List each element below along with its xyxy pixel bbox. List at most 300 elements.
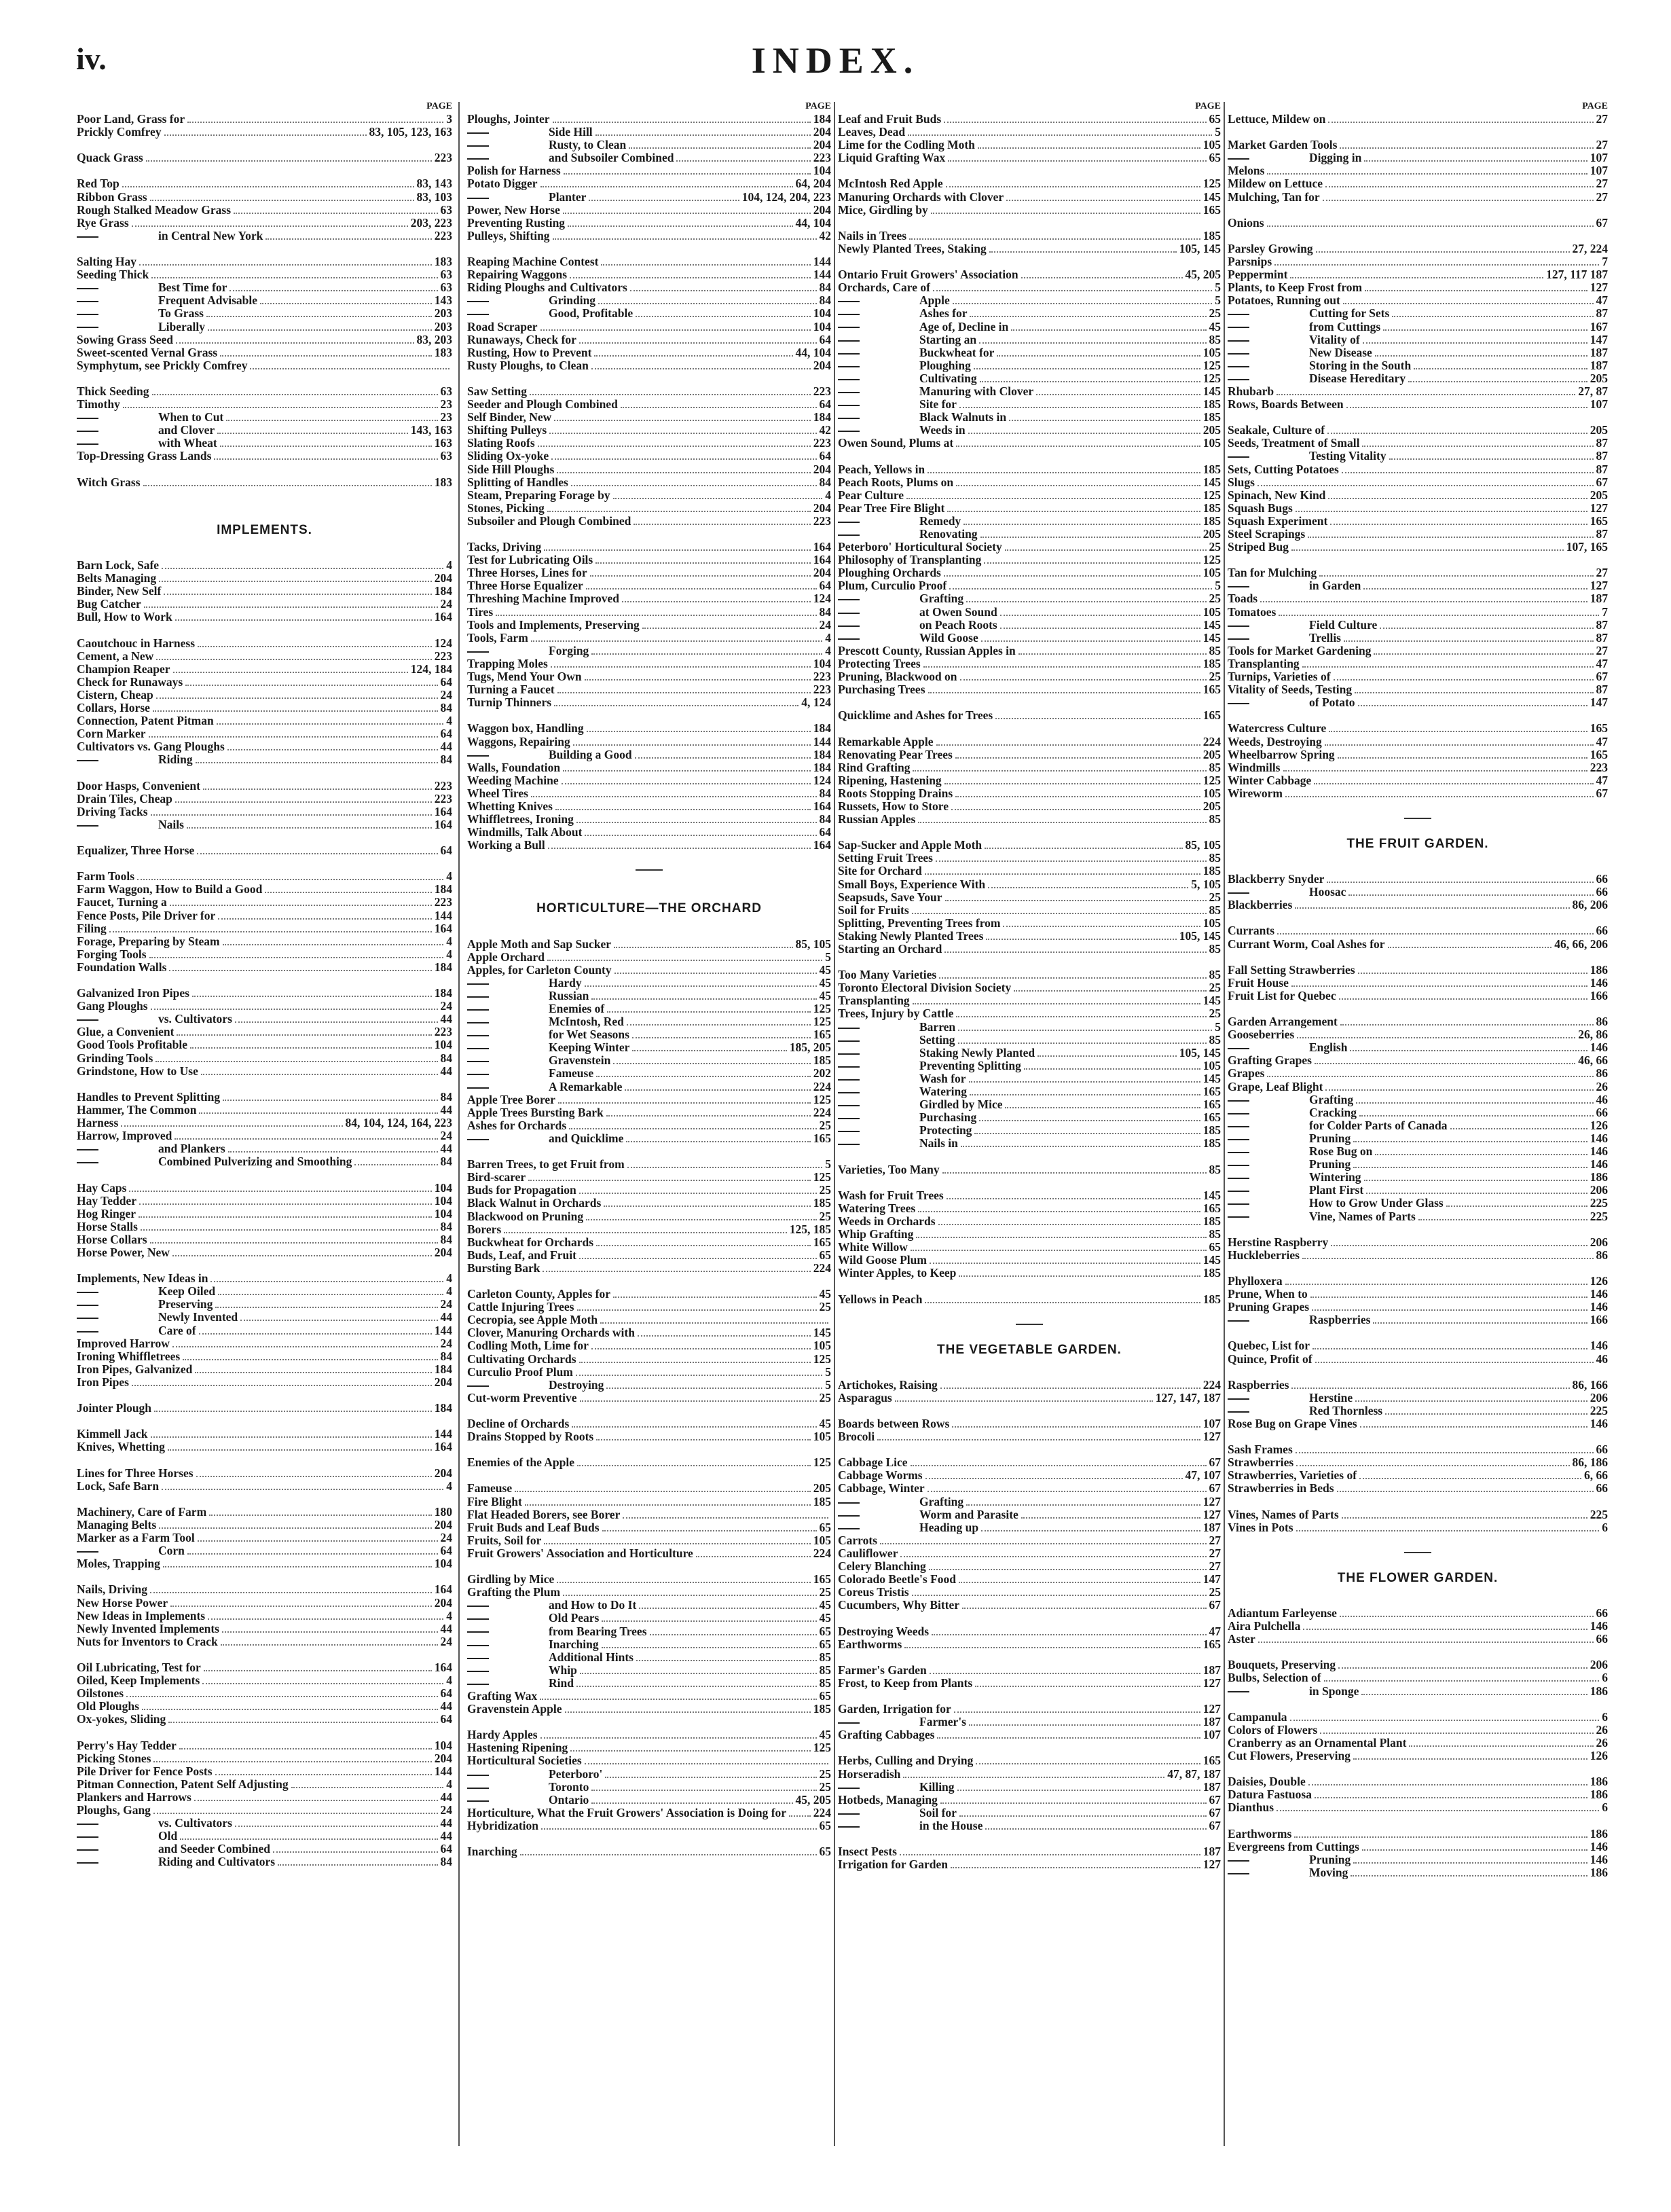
entry-term: Too Many Varieties <box>838 968 937 982</box>
index-entry <box>467 1366 831 1379</box>
entry-term: Walls, Foundation <box>467 761 561 774</box>
index-subentry <box>838 1072 1221 1085</box>
entry-pages: 5 <box>825 1378 831 1392</box>
index-entry <box>467 554 831 566</box>
dot-leader <box>1344 640 1594 642</box>
entry-pages: 185 <box>1202 1214 1221 1228</box>
entry-pages: 165 <box>1590 514 1608 528</box>
entry-term: Red Top <box>77 177 120 191</box>
entry-pages: 147 <box>1202 1573 1221 1587</box>
entry-pages: 165 <box>1202 1201 1221 1215</box>
entry-pages: 67 <box>1596 670 1608 684</box>
entry-term: Improved Harrow <box>77 1337 170 1350</box>
ditto-dash <box>77 760 98 761</box>
entry-term: Evergreens from Cuttings <box>1228 1840 1359 1853</box>
entry-term-text: Keeping Winter <box>549 1041 630 1055</box>
index-entry <box>77 1687 452 1700</box>
index-column-3 <box>838 102 1221 2146</box>
entry-term: Apple Moth and Sap Sucker <box>467 937 611 951</box>
entry-pages: 183 <box>434 346 452 359</box>
index-entry <box>838 566 1221 579</box>
index-entry <box>467 1703 831 1716</box>
dot-leader <box>974 1133 1200 1134</box>
dot-leader <box>109 931 432 932</box>
entry-term: Knives, Whetting <box>77 1440 165 1454</box>
dot-leader <box>627 1024 811 1026</box>
entry-term <box>1228 151 1361 164</box>
index-entry <box>77 780 452 793</box>
index-entry <box>77 217 452 230</box>
entry-term: Trees, Injury by Cattle <box>838 1007 954 1021</box>
dot-leader <box>1353 1167 1587 1168</box>
index-entry <box>77 1104 452 1117</box>
entry-term-text: Toronto <box>549 1780 589 1794</box>
dot-leader <box>1009 420 1200 421</box>
index-entry <box>77 1440 452 1453</box>
index-subentry <box>467 748 831 761</box>
entry-term: Transplanting <box>838 994 910 1008</box>
dot-leader <box>623 1517 828 1519</box>
entry-pages: 183 <box>434 475 452 489</box>
dot-leader <box>273 1851 438 1853</box>
entry-term: Potato Digger <box>467 177 538 191</box>
entry-term: Three Horse Equalizer <box>467 579 583 593</box>
index-entry <box>467 1690 831 1703</box>
entry-pages: 84 <box>819 786 831 800</box>
index-entry <box>838 1728 1221 1741</box>
entry-pages: 4 <box>446 714 452 728</box>
index-entry <box>77 689 452 702</box>
entry-pages: 127 <box>1590 281 1608 295</box>
entry-pages: 85 <box>1209 813 1221 827</box>
entry-term: Windmills <box>1228 761 1281 774</box>
index-subentry <box>467 126 831 139</box>
entry-term: Runaways, Check for <box>467 333 576 346</box>
entry-term-text: Cutting for Sets <box>1309 307 1390 321</box>
ditto-dash <box>1228 586 1249 587</box>
entry-term-text: Keep Oiled <box>158 1285 216 1299</box>
entry-pages: 204 <box>813 126 831 139</box>
entry-pages: 85, 105 <box>1185 839 1221 852</box>
index-entry <box>77 1700 452 1713</box>
dot-leader <box>956 446 1200 447</box>
entry-pages: 104 <box>434 1557 452 1571</box>
entry-pages: 205 <box>1590 424 1608 437</box>
entry-pages: 167 <box>1590 320 1608 333</box>
dot-leader <box>1324 1680 1600 1682</box>
dot-leader <box>632 1037 811 1038</box>
dot-leader <box>1446 1205 1587 1207</box>
index-subentry <box>467 191 831 204</box>
entry-pages: 5 <box>1215 1020 1221 1034</box>
dot-leader <box>969 1081 1200 1083</box>
entry-term: Celery Blanching <box>838 1560 926 1574</box>
dot-leader <box>1308 537 1593 538</box>
dot-leader <box>586 1219 816 1220</box>
entry-term <box>1228 1041 1347 1054</box>
entry-term: Grape, Leaf Blight <box>1228 1080 1323 1093</box>
index-entry <box>77 559 452 572</box>
entry-term-text: Rose Bug on <box>1309 1145 1373 1159</box>
spacer <box>77 372 452 385</box>
ditto-dash <box>838 1040 860 1042</box>
dot-leader <box>1294 1836 1587 1838</box>
entry-pages: 125 <box>813 1002 831 1015</box>
dot-leader <box>911 1250 1207 1251</box>
entry-term: Currant Worm, Coal Ashes for <box>1228 937 1385 951</box>
index-subentry <box>838 592 1221 605</box>
dot-leader <box>576 1375 822 1376</box>
entry-term-text: Vine, Names of Parts <box>1309 1210 1416 1223</box>
dot-leader <box>558 1102 811 1104</box>
dot-leader <box>577 1309 817 1311</box>
dot-leader <box>591 1348 811 1349</box>
entry-pages: 127 <box>1202 1495 1221 1508</box>
dot-leader <box>553 122 811 123</box>
entry-term: Lines for Three Horses <box>77 1466 194 1480</box>
spacer <box>467 242 831 255</box>
index-entry <box>1228 1801 1608 1814</box>
index-entry <box>838 541 1221 554</box>
index-entry <box>77 268 452 281</box>
entry-pages: 25 <box>819 1301 831 1314</box>
dot-leader <box>554 705 798 706</box>
index-entry <box>77 113 452 126</box>
entry-term-text: Planter <box>549 190 587 204</box>
entry-term <box>838 385 1033 398</box>
entry-term: Stones, Picking <box>467 501 545 515</box>
index-entry <box>467 1236 831 1249</box>
dot-leader <box>571 485 817 486</box>
dot-leader <box>218 918 432 920</box>
entry-term: Cranberry as an Ornamental Plant <box>1228 1736 1407 1749</box>
dot-leader <box>557 692 811 693</box>
entry-pages: 185 <box>1202 1292 1221 1306</box>
dot-leader <box>962 1608 1206 1609</box>
entry-pages: 186 <box>1590 1827 1608 1841</box>
index-entry <box>467 938 831 951</box>
entry-pages: 225 <box>1590 1210 1608 1223</box>
entry-term-text: Rind <box>549 1676 574 1690</box>
index-entry <box>838 502 1221 515</box>
entry-term-text: When to Cut <box>158 411 224 424</box>
dot-leader <box>572 1426 816 1428</box>
index-entry <box>1228 899 1608 911</box>
entry-term <box>77 1544 185 1557</box>
entry-pages: 46 <box>1596 1093 1608 1106</box>
dot-leader <box>214 458 437 460</box>
index-subentry <box>1228 1132 1608 1145</box>
entry-pages: 26, 86 <box>1578 1028 1608 1042</box>
dot-leader <box>1021 277 1183 278</box>
dot-leader <box>1328 498 1587 499</box>
entry-term <box>838 1111 976 1124</box>
ditto-dash <box>467 1658 489 1659</box>
spacer <box>77 1168 452 1181</box>
entry-pages: 6, 66 <box>1584 1469 1608 1483</box>
entry-pages: 83, 203 <box>416 333 452 346</box>
dot-leader <box>223 944 444 945</box>
dot-leader <box>1355 692 1593 693</box>
dot-leader <box>203 788 432 790</box>
entry-term: Insect Pests <box>838 1845 897 1859</box>
dot-leader <box>1360 1426 1587 1428</box>
entry-pages: 165 <box>813 1028 831 1042</box>
entry-term: Lime for the Codling Moth <box>838 139 975 152</box>
dot-leader <box>1392 316 1593 317</box>
entry-term <box>467 1638 599 1651</box>
entry-pages: 105, 145 <box>1179 929 1221 943</box>
dot-leader <box>132 1385 432 1386</box>
index-entry <box>77 1519 452 1531</box>
entry-term: Ploughs, Gang <box>77 1804 151 1817</box>
dot-leader <box>168 1722 437 1723</box>
ditto-dash <box>838 340 860 342</box>
entry-pages: 45 <box>819 963 831 977</box>
entry-term: Bull, How to Work <box>77 611 172 624</box>
entry-term <box>467 1768 602 1781</box>
entry-term <box>77 307 204 320</box>
entry-pages: 84 <box>440 1051 452 1065</box>
dot-leader <box>912 1595 1207 1596</box>
entry-pages: 185 <box>1202 398 1221 412</box>
entry-pages: 166 <box>1590 989 1608 1002</box>
entry-term: Marker as a Farm Tool <box>77 1531 195 1545</box>
entry-term-text: Pruning <box>1309 1158 1351 1172</box>
index-entry <box>77 1000 452 1013</box>
ditto-dash <box>1228 1165 1249 1166</box>
entry-term: Kimmell Jack <box>77 1428 148 1441</box>
index-entry <box>467 787 831 800</box>
spacer <box>1228 1594 1608 1607</box>
entry-pages: 64 <box>819 333 831 346</box>
dot-leader <box>1290 277 1543 278</box>
index-subentry <box>467 1132 831 1145</box>
entry-term: Grinding Tools <box>77 1051 153 1065</box>
entry-pages: 144 <box>813 255 831 269</box>
index-entry <box>467 1288 831 1301</box>
ditto-dash <box>77 431 98 432</box>
index-entry <box>1228 398 1608 411</box>
dot-leader <box>1363 588 1587 590</box>
entry-term: Blackberries <box>1228 899 1293 912</box>
index-entry <box>77 1597 452 1610</box>
dot-leader <box>981 1530 1200 1531</box>
dot-leader <box>1000 628 1200 629</box>
dot-leader <box>164 594 431 595</box>
entry-term-text: Destroying <box>549 1378 604 1392</box>
entry-term: Oiled, Keep Implements <box>77 1674 200 1688</box>
entry-pages: 85 <box>1209 1228 1221 1241</box>
index-entry <box>467 1392 831 1404</box>
entry-term: Leaf and Fruit Buds <box>838 113 942 126</box>
index-subentry <box>838 1124 1221 1137</box>
entry-term: Fire Blight <box>467 1495 522 1508</box>
dot-leader <box>629 147 811 149</box>
ditto-dash <box>838 1502 860 1504</box>
entry-pages: 4, 124 <box>801 696 831 710</box>
spacer <box>467 1443 831 1456</box>
index-subentry <box>1228 579 1608 592</box>
index-entry <box>467 1197 831 1210</box>
dot-leader <box>169 970 431 971</box>
dot-leader <box>563 770 811 772</box>
entry-term-text: Building a Good <box>549 748 632 761</box>
entry-term: Raspberries <box>1228 1378 1289 1392</box>
entry-pages: 104 <box>813 657 831 670</box>
entry-term: Oil Lubricating, Test for <box>77 1661 201 1674</box>
dot-leader <box>1362 1849 1587 1851</box>
dot-leader <box>220 446 432 447</box>
entry-term-text: Liberally <box>158 320 206 333</box>
entry-pages: 84 <box>819 294 831 308</box>
entry-pages: 26 <box>1596 1723 1608 1737</box>
entry-term-text: Cracking <box>1309 1106 1357 1119</box>
index-subentry <box>467 1638 831 1651</box>
entry-term: Vines, Names of Parts <box>1228 1508 1339 1521</box>
entry-term: Toads <box>1228 592 1258 606</box>
entry-term-text: Buckwheat for <box>919 346 995 359</box>
entry-pages: 44, 104 <box>795 216 831 230</box>
index-entry <box>838 994 1221 1007</box>
spacer <box>77 974 452 987</box>
entry-term: Herbs, Culling and Drying <box>838 1754 974 1768</box>
entry-pages: 104 <box>434 1181 452 1195</box>
dot-leader <box>956 485 1200 486</box>
index-entry <box>838 709 1221 722</box>
dot-leader <box>1291 549 1564 551</box>
entry-term: Russets, How to Store <box>838 799 949 813</box>
entry-pages: 223 <box>434 151 452 165</box>
entry-pages: 165 <box>813 1131 831 1145</box>
index-entry <box>1228 463 1608 476</box>
entry-term <box>467 1599 636 1612</box>
entry-pages: 44, 104 <box>795 346 831 359</box>
index-entry <box>467 839 831 852</box>
ditto-dash <box>467 1800 489 1802</box>
dot-leader <box>1359 1115 1594 1117</box>
index-subentry <box>1228 1210 1608 1223</box>
dot-leader <box>1310 1297 1587 1298</box>
entry-term-text: Fameuse <box>549 1067 594 1081</box>
entry-term: Squash Experiment <box>1228 514 1328 528</box>
entry-pages: 5 <box>825 1158 831 1172</box>
index-entry <box>838 1625 1221 1638</box>
dot-leader <box>1296 1452 1594 1453</box>
dot-leader <box>180 1838 437 1840</box>
entry-pages: 104 <box>434 1194 452 1208</box>
entry-term <box>467 1781 589 1794</box>
entry-pages: 67 <box>1596 475 1608 489</box>
entry-pages: 145 <box>1202 1254 1221 1267</box>
index-entry <box>467 683 831 696</box>
dot-leader <box>132 225 408 227</box>
entry-pages: 44 <box>440 1790 452 1804</box>
entry-pages: 183 <box>434 255 452 269</box>
ditto-dash <box>77 1824 98 1825</box>
ditto-dash <box>77 327 98 328</box>
dot-leader <box>986 939 1176 940</box>
entry-term-text: Grinding <box>549 294 596 308</box>
entry-term: Peach, Yellows in <box>838 463 925 476</box>
dot-leader <box>142 1709 438 1710</box>
index-subentry <box>1228 372 1608 385</box>
entry-pages: 144 <box>434 1324 452 1337</box>
entry-term <box>1228 333 1360 346</box>
entry-term-text: Peterboro' <box>549 1767 603 1781</box>
entry-term-text: Weeds in <box>919 424 966 437</box>
entry-pages: 87 <box>1596 618 1608 632</box>
dot-leader <box>172 1255 432 1256</box>
dot-leader <box>1375 1154 1587 1155</box>
entry-term: Horse Collars <box>77 1233 147 1246</box>
entry-term-text: English <box>1309 1041 1348 1055</box>
index-entry <box>838 1189 1221 1202</box>
entry-term <box>467 1379 604 1392</box>
dot-leader <box>626 1141 810 1142</box>
index-entry <box>77 1480 452 1493</box>
entry-term: Rhubarb <box>1228 384 1274 398</box>
index-entry <box>467 1741 831 1754</box>
entry-term: Repairing Waggons <box>467 268 567 282</box>
dot-leader <box>1277 394 1575 395</box>
entry-term-text: Rusty, to Clean <box>549 139 627 152</box>
entry-pages: 47 <box>1596 657 1608 670</box>
index-subentry <box>467 307 831 320</box>
dot-leader <box>1267 1076 1593 1077</box>
index-subentry <box>838 528 1221 541</box>
entry-term <box>467 1015 624 1028</box>
entry-pages: 125 <box>1202 774 1221 787</box>
index-entry <box>77 1091 452 1104</box>
dot-leader <box>928 472 1200 473</box>
entry-pages: 27, 224 <box>1572 242 1608 255</box>
index-entry <box>77 585 452 598</box>
dot-leader <box>1319 575 1593 577</box>
entry-term-text: Digging in <box>1309 151 1362 165</box>
index-entry <box>1228 1417 1608 1430</box>
spacer <box>467 1716 831 1728</box>
entry-pages: 165 <box>1590 722 1608 736</box>
entry-pages: 204 <box>434 1246 452 1259</box>
entry-term: Collars, Horse <box>77 702 150 715</box>
entry-term: Cabbage, Winter <box>838 1482 925 1495</box>
ditto-dash <box>467 1606 489 1607</box>
entry-pages: 64 <box>440 1713 452 1726</box>
entry-term <box>1228 1132 1351 1145</box>
entry-pages: 25 <box>1209 890 1221 904</box>
dot-leader <box>549 433 816 434</box>
index-entry <box>467 657 831 670</box>
entry-term-text: Wild Goose <box>919 631 978 645</box>
entry-term-text: Good, Profitable <box>549 307 633 321</box>
entry-term: Ploughs, Jointer <box>467 113 550 126</box>
entry-term: Cattle Injuring Trees <box>467 1301 574 1314</box>
entry-term: Peterboro' Horticultural Society <box>838 541 1002 554</box>
ditto-dash <box>838 353 860 355</box>
entry-term <box>838 515 961 528</box>
dot-leader <box>598 303 816 304</box>
dot-leader <box>936 744 1200 746</box>
entry-term: White Willow <box>838 1241 908 1254</box>
entry-pages: 5 <box>1215 294 1221 308</box>
entry-pages: 125 <box>1202 359 1221 372</box>
dot-leader <box>1291 985 1587 987</box>
dot-leader <box>1297 1037 1575 1038</box>
entry-term <box>838 1021 955 1034</box>
entry-term: Horse Stalls <box>77 1220 138 1233</box>
index-entry <box>77 676 452 689</box>
